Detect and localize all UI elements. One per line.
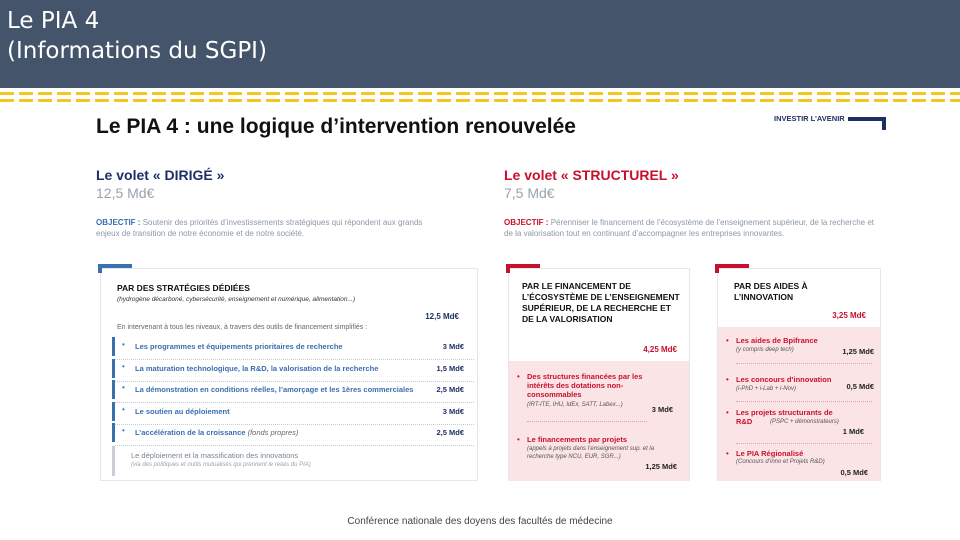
item-separator xyxy=(527,421,647,422)
card-note: En intervenant à tous les niveaux, à travers des outils de financement simplifiés : xyxy=(117,324,368,331)
bullet-icon: • xyxy=(517,435,520,444)
header-divider-top xyxy=(0,92,960,95)
objectif-label: OBJECTIF : xyxy=(96,218,141,227)
item-amount: 1 Md€ xyxy=(842,427,864,436)
row-faded-bar xyxy=(112,446,115,476)
row-amount: 1,5 Md€ xyxy=(436,364,464,373)
objectif-text: Soutenir des priorités d’investissements stratégiques qui répondent aux grands enjeux de transition de notre économie et de notre société. xyxy=(96,218,423,238)
list-item xyxy=(726,336,876,360)
bullet-icon: • xyxy=(122,383,125,392)
item-title: Les projets structurants de R&D xyxy=(736,408,833,426)
bullet-icon: • xyxy=(122,340,125,349)
bullet-icon: • xyxy=(517,372,520,381)
bullet-icon: • xyxy=(726,375,729,384)
objectif-label: OBJECTIF : xyxy=(504,218,549,227)
card-aides xyxy=(717,268,881,481)
volet-structurel-title: Le volet « STRUCTUREL » xyxy=(504,167,679,183)
card-marker-icon xyxy=(98,264,132,273)
table-row xyxy=(112,423,474,442)
row-separator xyxy=(115,445,474,446)
table-row xyxy=(112,359,474,378)
header-divider-bottom xyxy=(0,99,960,102)
item-title: Les aides de Bpifrance xyxy=(736,336,818,345)
row-amount: 2,5 Md€ xyxy=(436,385,464,394)
slide-header xyxy=(0,0,960,88)
row-sublabel: (via des politiques et outils mutualisés qui prennent le relais du PIA) xyxy=(131,462,311,468)
table-row xyxy=(112,337,474,356)
volet-dirige-amount: 12,5 Md€ xyxy=(96,185,155,201)
item-title: Les concours d’innovation xyxy=(736,375,832,384)
card-subtitle: (hydrogène décarboné, cybersécurité, enseignement et numérique, alimentation...) xyxy=(117,296,356,303)
objectif-text: Pérenniser le financement de l’écosystème de l’enseignement supérieur, de la recherche et de la valorisation tout en continuant d’accompagner les entreprises innovantes. xyxy=(504,218,874,238)
item-amount: 1,25 Md€ xyxy=(842,347,874,356)
row-label: Les programmes et équipements prioritaires de recherche xyxy=(135,342,343,351)
slide-title: Le PIA 4 (Informations du SGPI) xyxy=(7,8,267,64)
item-amount: 0,5 Md€ xyxy=(840,468,868,477)
volet-dirige-objectif xyxy=(96,217,436,239)
item-title: Le financements par projets xyxy=(527,435,628,444)
volet-structurel-amount: 7,5 Md€ xyxy=(504,185,555,201)
list-item xyxy=(517,372,687,416)
bullet-icon: • xyxy=(726,449,729,458)
item-subtitle: (y compris deep tech) xyxy=(736,347,794,353)
item-amount: 3 Md€ xyxy=(651,405,673,414)
row-amount: 3 Md€ xyxy=(442,407,464,416)
item-amount: 1,25 Md€ xyxy=(645,462,677,471)
bullet-icon: • xyxy=(122,405,125,414)
list-item xyxy=(726,408,876,442)
card-amount: 12,5 Md€ xyxy=(425,312,459,321)
card-title: PAR LE FINANCEMENT DE L’ÉCOSYSTÈME DE L’ENSEIGNEMENT SUPÉRIEUR, DE LA RECHERCHE ET DE LA VALORISATION xyxy=(522,281,680,324)
card-financement xyxy=(508,268,690,481)
card-marker-icon xyxy=(506,264,540,273)
card-amount: 3,25 Md€ xyxy=(832,311,866,320)
row-label: La maturation technologique, la R&D, la valorisation de la recherche xyxy=(135,364,379,373)
item-subtitle: (PSPC + démonstrateurs) xyxy=(770,419,839,425)
card-marker-icon xyxy=(715,264,749,273)
item-separator xyxy=(736,401,872,402)
bullet-icon: • xyxy=(122,362,125,371)
card-title: PAR DES STRATÉGIES DÉDIÉES xyxy=(117,283,250,293)
card-amount: 4,25 Md€ xyxy=(643,345,677,354)
bullet-icon: • xyxy=(122,426,125,435)
item-separator xyxy=(736,363,872,364)
item-separator xyxy=(736,443,872,444)
table-row xyxy=(112,402,474,421)
row-amount: 3 Md€ xyxy=(442,342,464,351)
slide-footer: Conférence nationale des doyens des facultés de médecine xyxy=(347,516,613,527)
volet-structurel-objectif xyxy=(504,217,884,239)
bullet-icon: • xyxy=(726,408,729,417)
table-row xyxy=(112,380,474,399)
row-label: Le soutien au déploiement xyxy=(135,407,230,416)
item-amount: 0,5 Md€ xyxy=(846,382,874,391)
bullet-icon: • xyxy=(726,336,729,345)
row-label: Le déploiement et la massification des innovations xyxy=(131,451,299,460)
item-title: Le PIA Régionalisé xyxy=(736,449,804,458)
list-item xyxy=(726,449,876,479)
item-subtitle: (appels à projets dans l’enseignement sup. et la recherche type NCU, EUR, SGR...) xyxy=(527,446,655,460)
item-subtitle: (IRT-ITE, IHU, IdEx, SATT, Labex...) xyxy=(527,402,623,408)
row-label: La démonstration en conditions réelles, l’amorçage et les 1ères commerciales xyxy=(135,385,414,394)
row-amount: 2,5 Md€ xyxy=(436,428,464,437)
brand-corner-icon xyxy=(848,117,886,130)
list-item xyxy=(726,375,876,399)
item-subtitle: (i-PhD + i-Lab + i-Nov) xyxy=(736,386,797,392)
item-subtitle: (Concours d’inno et Projets R&D) xyxy=(736,459,825,465)
brand-label: INVESTIR L’AVENIR xyxy=(774,114,845,123)
row-label: L’accélération de la croissance (fonds propres) xyxy=(135,428,299,437)
item-title: Des structures financées par les intérêts des dotations non-consommables xyxy=(527,372,643,399)
volet-dirige-title: Le volet « DIRIGÉ » xyxy=(96,167,225,183)
card-title: PAR DES AIDES À L’INNOVATION xyxy=(734,281,808,302)
card-strategies xyxy=(100,268,478,481)
slide-image xyxy=(88,105,888,490)
main-title: Le PIA 4 : une logique d’intervention renouvelée xyxy=(96,115,576,138)
list-item xyxy=(517,435,687,479)
